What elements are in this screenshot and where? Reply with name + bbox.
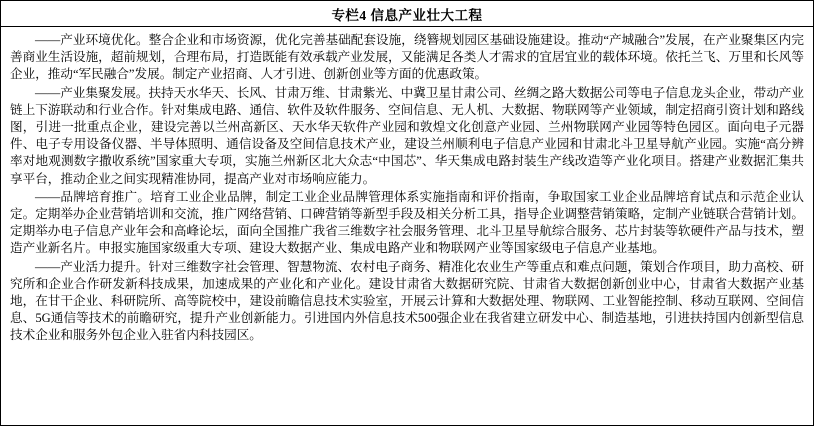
paragraph-industry-cluster: ——产业集聚发展。扶持天水华天、长风、甘肃万维、甘肃紫光、中冀卫星甘肃公司、丝绸之路大数据公司等电子信息龙头企业，带动产业链上下游联动和行业合作。针对集成电路、通信、软件及软件服务、空间信息、无人机、大数据、物联网等产业领域，制定招商引资计划和路线图，引进一批重点企业，建设完善以兰州高新区、天水华天软件产业园和敦煌文化创意产业园、兰州物联网产业园等特色园区。面向电子元器件、电子专用设备仪器、半导体照明、通信设备及空间信息技术产业，建设兰州顺利电子信息产业园和甘肃北斗卫星导航产业园。实施“高分辨率对地观测数字撒收系统”国家重大专项，实施兰州新区北大众志“中国芯”、华天集成电路封装生产线改造等产业化项目。搭建产业数据汇集共享平台，推动企业之间实现精准协同，提高产业对市场响应能力。 bbox=[10, 85, 804, 186]
document-title-bar bbox=[1, 1, 813, 27]
paragraph-brand-promotion: ——品牌培育推广。培育工业企业品牌，制定工业企业品牌管理体系实施指南和评价指南，争取国家工业企业品牌培育试点和示范企业认定。定期举办企业营销培训和交流，推广网络营销、口碑营销等新型手段及相关分析工具，指导企业调整营销策略，定制产业链联合营销计划。定期举办电子信息产业年会和高峰论坛，面向全国推广我省三维数字社会服务管理、北斗卫星导航综合服务、芯片封装等软硬件产品与技术，塑造产业新名片。申报实施国家级重大专项、建设大数据产业、集成电路产业和物联网产业等国家级电子信息产业基地。 bbox=[10, 189, 804, 256]
page-title: 专栏4 信息产业壮大工程 bbox=[331, 7, 483, 23]
paragraph-industry-environment: ——产业环境优化。整合企业和市场资源，优化完善基础配套设施，绕簪规划园区基础设施建设。推动“产城融合”发展，在产业聚集区内完善商业生活设施，超前规划，合理布局，打造既能有效承载产业发展，又能满足各类人才需求的宜居宜业的载体环境。依托兰飞、万里和长风等企业，推动“军民融合”发展。制定产业招商、人才引进、创新创业等方面的优惠政策。 bbox=[10, 33, 804, 82]
document-body bbox=[1, 27, 813, 350]
paragraph-industry-vitality: ——产业活力提升。针对三维数字社会管理、智慧物流、农村电子商务、精准化农业生产等重点和难点问题，策划合作项目，助力高校、研究所和企业合作研发新科技成果，加速成果的产业化和产业化。建设甘肃省大数据研究院、甘肃省大数据创新创业中心，甘肃省大数据产业基地，在甘干企业、科研院所、高等院校中，建设前瞻信息技术实验室，开展云计算和大数据处理、物联网、工业智能控制、移动互联网、空间信息、5G通信等技术的前瞻研究，提升产业创新能力。引进国内外信息技术500强企业在我省建立研发中心、制造基地，引进扶持国内创新型信息技术企业和服务外包企业入驻省内科技园区。 bbox=[10, 259, 804, 343]
